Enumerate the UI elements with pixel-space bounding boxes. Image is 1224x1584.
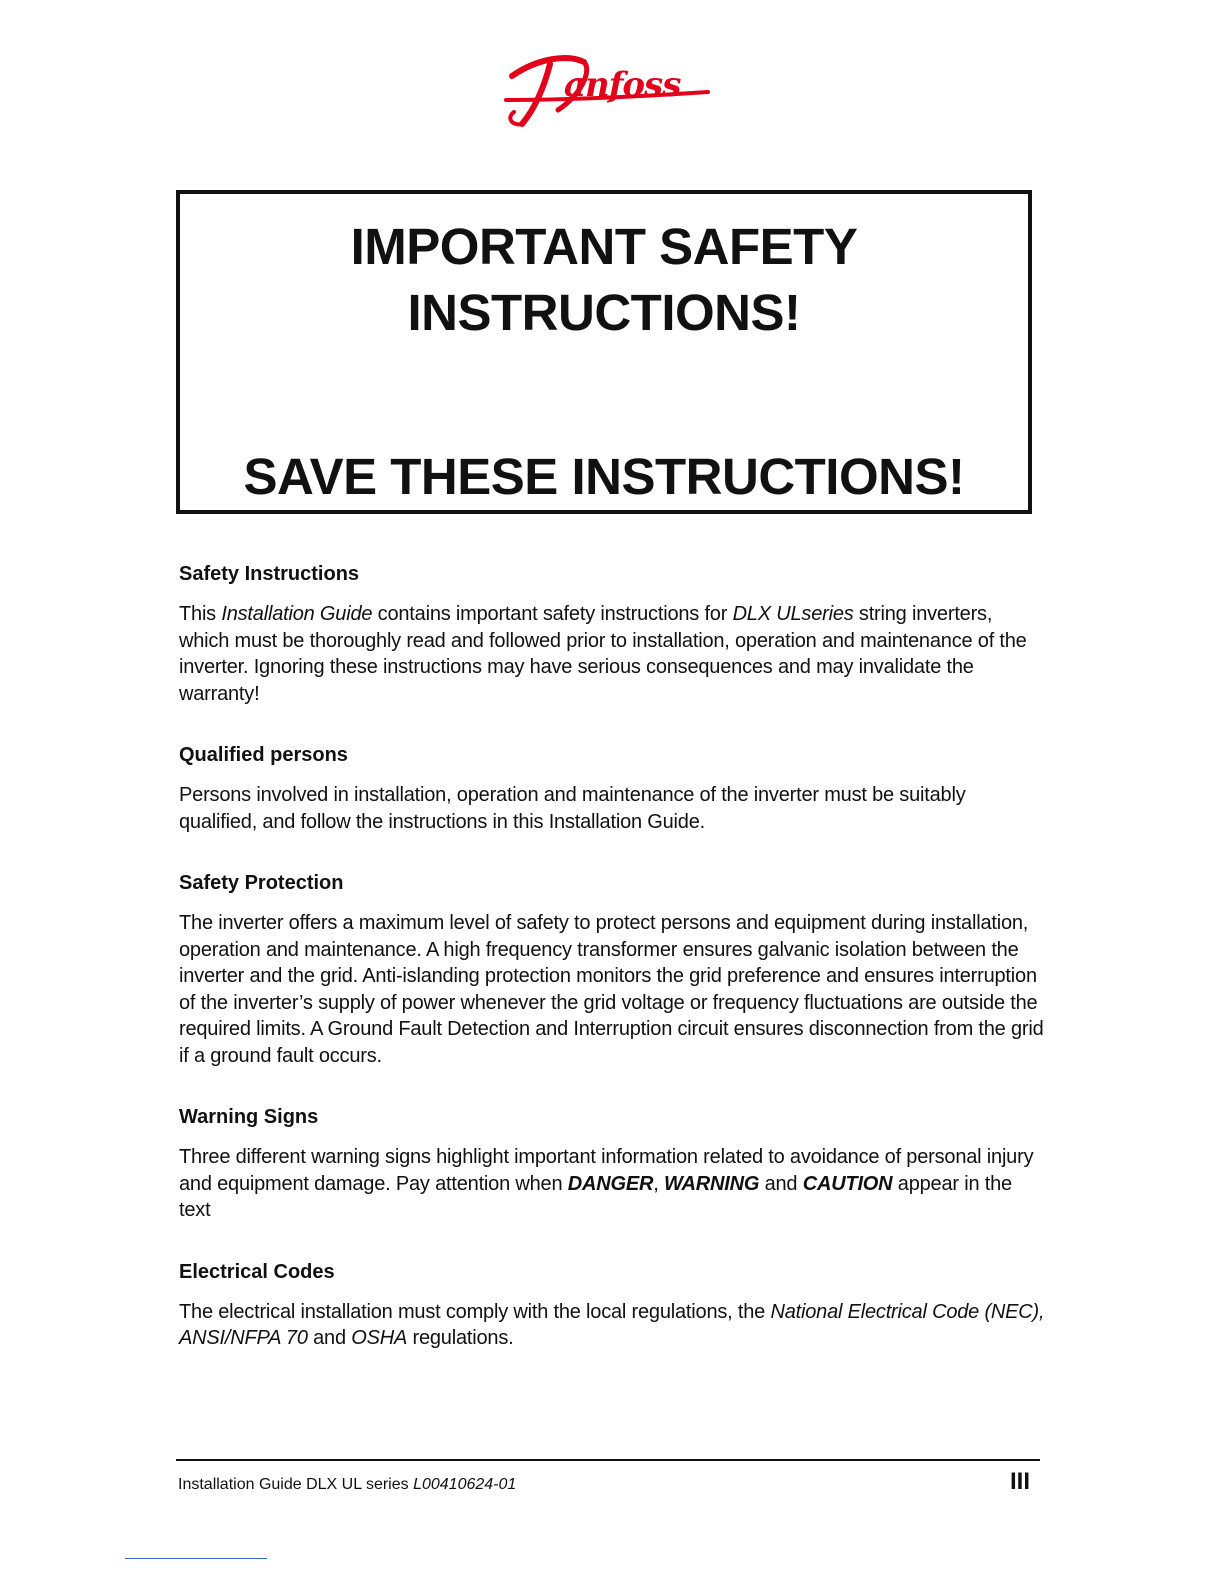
section-heading: Warning Signs: [179, 1106, 319, 1128]
section-safety-protection: [179, 869, 1045, 1069]
text-run: contains important safety instructions for: [372, 603, 733, 625]
svg-text:anfoss: anfoss: [564, 65, 681, 105]
section-paragraph: [179, 1299, 1045, 1352]
osha-italic: OSHA: [351, 1327, 408, 1349]
title-line-2: INSTRUCTIONS!: [407, 284, 801, 341]
section-paragraph: [179, 601, 1045, 707]
product-series-italic: DLX ULseries: [732, 603, 854, 625]
section-heading: Safety Protection: [179, 872, 344, 894]
document-body: [179, 560, 1045, 1386]
save-instructions-title: SAVE THESE INSTRUCTIONS!: [243, 448, 965, 505]
section-heading: Safety Instructions: [179, 563, 360, 585]
text-run: and: [759, 1172, 803, 1195]
text-run: string inverters, which must be thoroughly read and followed prior to installation, operation and maintenance of the inverter. Ignoring these instructions may have serious consequences and may invalidate the warranty!: [179, 603, 1027, 705]
document-number: L00410624-01: [413, 1476, 517, 1493]
section-paragraph: The inverter offers a maximum level of safety to protect persons and equipment during installation, operation and maintenance. A high frequency transformer ensures galvanic isolation between the inverter and the grid. Anti-islanding protection monitors the grid preference and ensures interruption of the inverter’s supply of power whenever the grid voltage or frequency fluctuations are outside the required limits. A Ground Fault Detection and Interruption circuit ensures disconnection from the grid if a ground fault occurs.: [179, 912, 1044, 1067]
section-paragraph: [179, 1144, 1045, 1224]
page-number: III: [1010, 1468, 1031, 1495]
safety-notice-box: [176, 190, 1032, 514]
nec-code-italic: National Electrical Code (NEC), ANSI/NFPA 70: [179, 1300, 1045, 1349]
text-run: appear in the text: [179, 1172, 1012, 1221]
text-run: Three different warning signs highlight important information related to avoidance of personal injury and equipment damage. Pay attention when: [179, 1146, 1034, 1195]
danger-label: DANGER: [567, 1172, 654, 1195]
guide-title-italic: Installation Guide: [221, 603, 373, 625]
text-run: The electrical installation must comply with the local regulations, the: [179, 1300, 771, 1323]
text-run: This: [179, 603, 222, 625]
section-electrical-codes: [179, 1258, 1045, 1352]
caution-label: CAUTION: [802, 1172, 893, 1195]
warning-label: WARNING: [663, 1172, 760, 1195]
section-paragraph: Persons involved in installation, operation and maintenance of the inverter must be suitably qualified, and follow the instructions in this Installation Guide.: [179, 784, 966, 833]
text-run: regulations.: [407, 1327, 514, 1349]
section-qualified-persons: [179, 741, 1045, 835]
important-safety-title: [180, 214, 1028, 346]
title-line-1: IMPORTANT SAFETY: [350, 218, 858, 275]
section-safety-instructions: [179, 560, 1045, 707]
section-warning-signs: [179, 1103, 1045, 1224]
danfoss-logo: [498, 40, 714, 132]
footer-divider: [176, 1459, 1040, 1461]
underline-artifact: [125, 1558, 267, 1559]
text-run: ,: [653, 1172, 664, 1195]
section-heading: Electrical Codes: [179, 1260, 335, 1283]
footer-guide-title: Installation Guide DLX UL series: [178, 1476, 414, 1493]
footer-document-label: [178, 1474, 516, 1496]
section-heading: Qualified persons: [179, 744, 348, 766]
text-run: and: [307, 1327, 352, 1349]
